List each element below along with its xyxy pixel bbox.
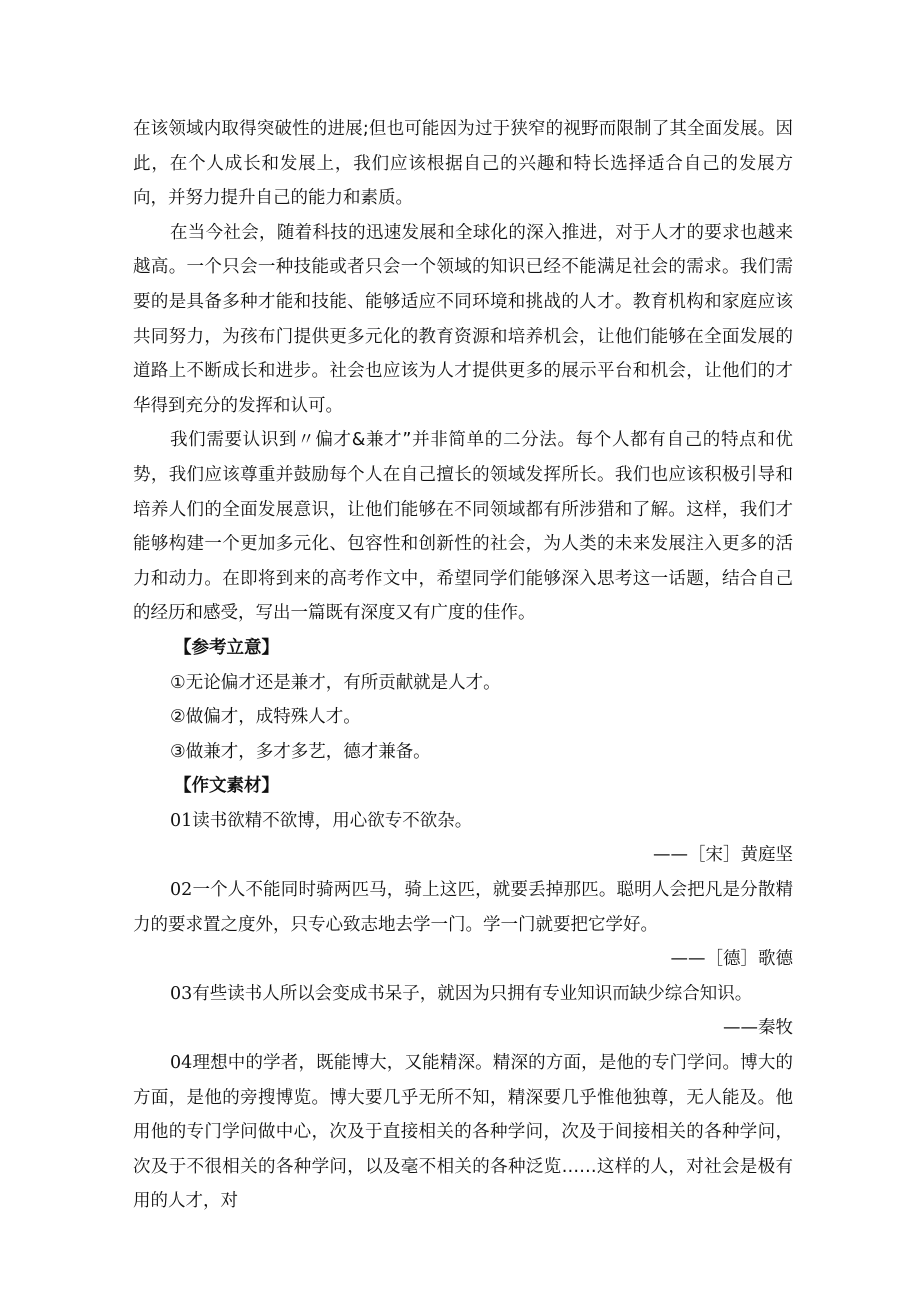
reference-heading: 【参考立意】: [174, 637, 279, 658]
reference-item-2: ②做偏才，成特殊人才。: [170, 707, 361, 728]
materials-heading: 【作文素材】: [174, 776, 279, 797]
paragraph-2: 在当今社会，随着科技的迅速发展和全球化的深入推进，对于人才的要求也越来越高。一个只会一种技能或者只会一个领域的知识已经不能满足社会的需求。我们需要的是具备多种才能和技能、能够适应不同环境和挑战的人才。教育机构和家庭应该共同努力，为孩布门提供更多元化的教育资源和培养机会，让他们能够在全面发展的道路上不断成长和进步。社会也应该为人才提供更多的展示平台和机会，让他们的才华得到充分的发挥和认可。: [133, 222, 793, 416]
material-number: 02: [170, 880, 193, 901]
reference-item-1: ①无论偏才还是兼才，有所贡献就是人才。: [170, 672, 501, 693]
material-text: 有些读书人所以会变成书呆子，就因为只拥有专业知识而缺少综合知识。: [192, 983, 753, 1004]
material-text: 读书欲精不欲博，用心欲专不欲杂。: [192, 810, 473, 831]
material-3: [133, 977, 793, 1012]
paragraph-3: 我们需要认识到〃偏才&兼才”并非简单的二分法。每个人都有自己的特点和优势，我们应该尊重并鼓励每个人在自己擅长的领域发挥所长。我们也应该积极引导和培养人们的全面发展意识，让他们能够在不同领域都有所涉猎和了解。这样，我们才能够构建一个更加多元化、包容性和创新性的社会，为人类的未来发展注入更多的活力和动力。在即将到来的高考作文中，希望同学们能够深入思考这一话题，结合自己的经历和感受，写出一篇既有深度又有广度的佳作。: [133, 430, 793, 624]
material-number: 04: [170, 1053, 193, 1074]
material-number: 03: [170, 983, 193, 1004]
material-1-source: ——［宋］黄庭坚: [653, 845, 793, 866]
material-text: 理想中的学者，既能博大，又能精深。精深的方面，是他的专门学问。博大的方面，是他的旁搜博览。博大要几乎无所不知，精深要几乎惟他独尊，无人能及。他用他的专门学问做中心，次及于直接相关的各种学问，次及于间接相关的各种学问，次及于不很相关的各种学问，以及毫不相关的各种泛览……这样的人，对社会是极有用的人才，对: [133, 1053, 793, 1212]
material-1: [133, 804, 793, 839]
material-4: [133, 1046, 793, 1219]
material-2-source: ——［德］歌德: [670, 949, 793, 970]
material-number: 01: [170, 810, 193, 831]
material-3-source: ——秦牧: [723, 1018, 793, 1039]
document-page: [133, 112, 793, 1219]
paragraph-1: 在该领域内取得突破性的进展;但也可能因为过于狭窄的视野而限制了其全面发展。因此，在个人成长和发展上，我们应该根据自己的兴趣和特长选择适合自己的发展方向，并努力提升自己的能力和素质。: [133, 119, 793, 209]
material-text: 一个人不能同时骑两匹马，骑上这匹，就要丢掉那匹。聪明人会把凡是分散精力的要求置之度外，只专心致志地去学一门。学一门就要把它学好。: [133, 880, 793, 935]
material-2: [133, 873, 793, 942]
reference-item-3: ③做兼才，多才多艺，德才兼备。: [170, 741, 431, 762]
